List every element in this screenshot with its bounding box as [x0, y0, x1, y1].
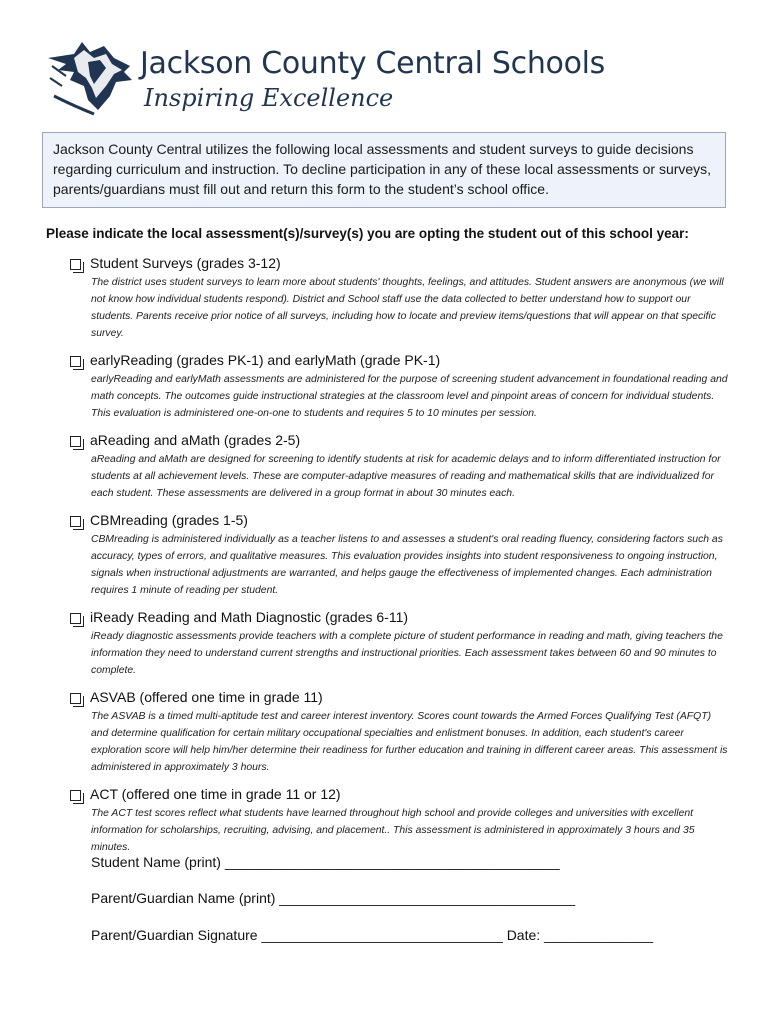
item-head	[70, 351, 728, 371]
item-description: The ACT test scores reflect what students have learned throughout high school and provide colleges and universities with excellent information for scholarships, recruiting, advising, and placement.. This assessment is administered in approximately 3 hours and 35 minutes.	[91, 808, 695, 853]
item-title: earlyReading (grades PK-1) and earlyMath (grade PK-1)	[90, 352, 441, 368]
item-description: earlyReading and earlyMath assessments are administered for the purpose of screening student advancement in foundational reading and math concepts. The outcomes guide instructional strategies at the classroom level and pinpoint areas of concern for individual students. This evaluation is administered one-on-one to students and requires 5 to 10 minutes per session.	[91, 374, 728, 419]
checkbox-icon[interactable]	[70, 436, 81, 447]
item-description: The district uses student surveys to learn more about students' thoughts, feelings, and attitudes. Student answers are anonymous (we will not know how individual students respond). District and School staff use the data collected to better understand how to support our students. Parents receive prior notice of all surveys, including how to locate and preview items/questions that will appear on that specific survey.	[91, 277, 724, 339]
item-title: CBMreading (grades 1-5)	[90, 512, 248, 528]
item-description: aReading and aMath are designed for screening to identify students at risk for academic delays and to inform differentiated instruction for students at all achievement levels. These are computer-adaptive measures of reading and mathematical skills that are individualized for each student. These assessments are delivered in a group format in about 30 minutes each.	[91, 454, 721, 499]
checkbox-icon[interactable]	[70, 259, 81, 270]
list-item	[70, 351, 728, 422]
intro-box	[42, 132, 726, 208]
checkbox-icon[interactable]	[70, 356, 81, 367]
list-item	[70, 688, 728, 776]
page-header	[44, 36, 734, 116]
checkbox-icon[interactable]	[70, 613, 81, 624]
item-title: Student Surveys (grades 3-12)	[90, 255, 281, 271]
item-title: iReady Reading and Math Diagnostic (grades 6-11)	[90, 609, 409, 625]
item-head	[70, 688, 728, 708]
checkbox-icon[interactable]	[70, 693, 81, 704]
wolf-head-logo-icon	[44, 36, 140, 116]
checkbox-icon[interactable]	[70, 516, 81, 527]
tagline: Inspiring Excellence	[144, 84, 394, 112]
list-item	[70, 608, 728, 679]
parent-name-field[interactable]: Parent/Guardian Name (print) ______________________________________	[91, 890, 576, 906]
item-head	[70, 431, 728, 451]
item-head	[70, 608, 728, 628]
item-description: The ASVAB is a timed multi-aptitude test and career interest inventory. Scores count towards the Armed Forces Qualifying Test (AFQT) and determine qualification for certain military occupational specialties and enlistment bonuses. In addition, each student's career exploration score will help him/her determine their readiness for further education and training in different career areas. This assessment is administered in approximately 3 hours.	[91, 711, 728, 773]
item-title: ACT (offered one time in grade 11 or 12)	[90, 786, 341, 802]
item-description: iReady diagnostic assessments provide teachers with a complete picture of student performance in reading and math, giving teachers the information they need to understand current strengths and instructional priorities. Each assessment takes between 60 and 90 minutes to complete.	[91, 631, 723, 676]
item-head	[70, 511, 728, 531]
parent-signature-field[interactable]: Parent/Guardian Signature _______________________________ Date: ______________	[91, 927, 654, 943]
item-description: CBMreading is administered individually as a teacher listens to and assesses a student's oral reading fluency, considering factors such as accuracy, types of errors, and qualitative measures. This evaluation provides insights into student responsiveness to ongoing instruction, signals when instructional adjustments are warranted, and helps gauge the effectiveness of implemented changes. Each administration requires 1 minute of reading per student.	[91, 534, 723, 596]
school-name: Jackson County Central Schools	[140, 46, 606, 81]
list-item	[70, 254, 728, 342]
list-item	[70, 431, 728, 502]
instruction-heading: Please indicate the local assessment(s)/survey(s) you are opting the student out of this school year:	[46, 226, 689, 241]
list-item	[70, 511, 728, 599]
intro-text: Jackson County Central utilizes the following local assessments and student surveys to guide decisions regarding curriculum and instruction. To decline participation in any of these local assessments or surveys, parents/guardians must fill out and return this form to the student’s school office.	[53, 141, 712, 197]
item-title: ASVAB (offered one time in grade 11)	[90, 689, 323, 705]
item-head	[70, 254, 728, 274]
item-title: aReading and aMath (grades 2-5)	[90, 432, 301, 448]
checkbox-icon[interactable]	[70, 790, 81, 801]
student-name-field[interactable]: Student Name (print) ___________________________________________	[91, 854, 560, 870]
list-item	[70, 785, 728, 856]
assessment-list	[70, 254, 728, 865]
item-head	[70, 785, 728, 805]
